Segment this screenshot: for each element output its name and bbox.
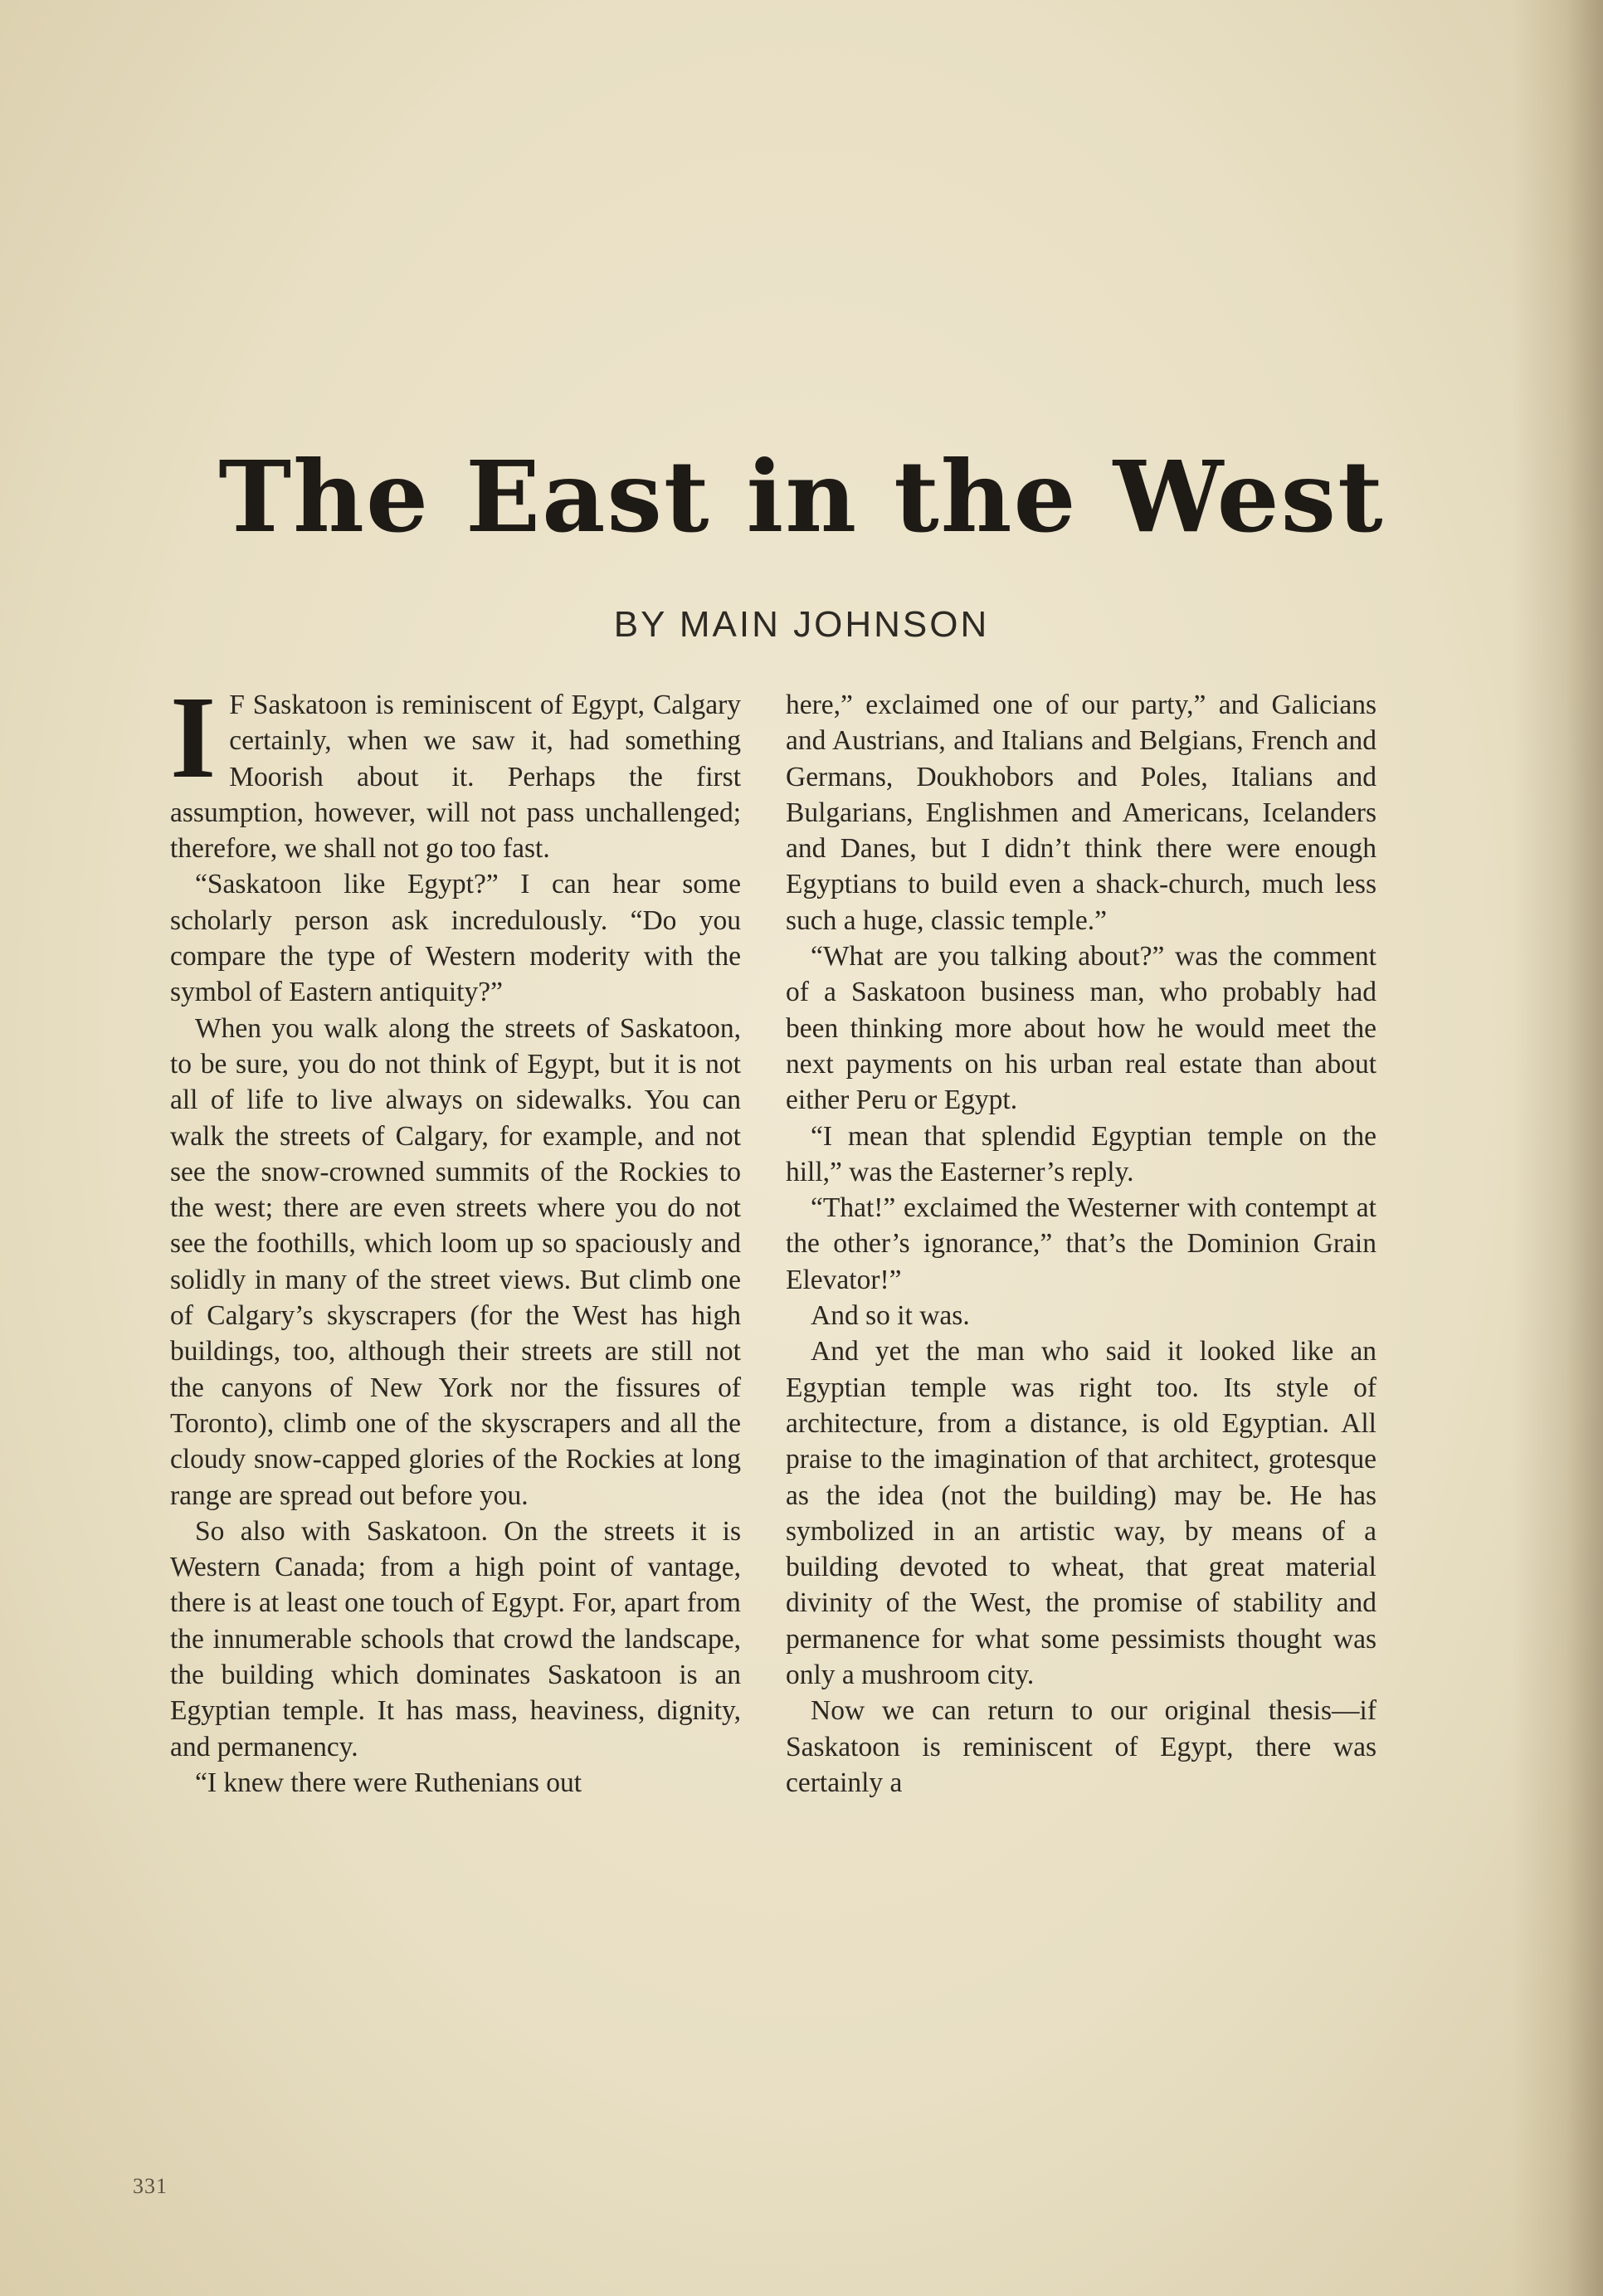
left-column [170,671,741,1801]
paragraph: And yet the man who said it looked like an Egyptian temple was right too. Its style of architecture, from a distance, is old Egyptian. All praise to the imagination of that architect, grotesque as the idea (not the building) may be. He has symbolized in an artistic way, by means of a building devoted to wheat, that great material divinity of the West, the promise of stability and permanence for what some pessimists thought was only a mushroom city. [786,1336,1376,1691]
paragraph: here,” exclaimed one of our party,” and Galicians and Austrians, and Italians and Belgians, French and Germans, Doukhobors and Poles, Italians and Bulgarians, Englishmen and Americans, Icelanders and Danes, but I didn’t think there were enough Egyptians to build even a shack-church, much less such a huge, classic temple.” [786,690,1376,936]
paragraph: So also with Saskatoon. On the streets it is Western Canada; from a high point of vantage, there is at least one touch of Egypt. For, apart from the innumerable schools that crowd the landscape, the building which dominates Saskatoon is an Egyptian temple. It has mass, heaviness, dignity, and permanency. [170,1515,741,1762]
paragraph: And so it was. [811,1300,970,1332]
article-title: The East in the West [218,439,1385,554]
article-byline: BY MAIN JOHNSON [613,604,990,645]
drop-cap: I [170,671,217,802]
paragraph: “What are you talking about?” was the comment of a Saskatoon business man, who probably had been thinking more about how he would meet the next payments on his urban real estate than about either Peru or Egypt. [786,941,1376,1116]
paragraph: “I mean that splendid Egyptian temple on the hill,” was the Easterner’s reply. [786,1120,1376,1187]
paragraph: Now we can return to our original thesis—if Saskatoon is reminiscent of Egypt, there was certainly a [786,1695,1376,1798]
paragraph-text: F Saskatoon is reminiscent of Egypt, Calgary certainly, when we saw it, had something Moorish about it. Perhaps the first assumption, however, will not pass unchallenged; therefore, we shall not go too fast. [170,690,741,865]
right-column [786,687,1376,1801]
paragraph: “I knew there were Ruthenians out [195,1767,582,1798]
page-gutter-shadow [1512,0,1603,2296]
page-number: 331 [133,2174,168,2198]
paragraph: When you walk along the streets of Saskatoon, to be sure, you do not think of Egypt, but it is not all of life to live always on sidewalks. You can walk the streets of Calgary, for example, and not see the snow-crowned summits of the Rockies to the west; there are even streets where you do not see the foothills, which loom up so spaciously and solidly in many of the street views. But climb one of Calgary’s skyscrapers (for the West has high buildings, too, although their streets are still not the canyons of New York nor the fissures of Toronto), climb one of the skyscrapers and all the cloudy snow-capped glories of the Rockies at long range are spread out before you. [170,1012,741,1511]
paragraph: “Saskatoon like Egypt?” I can hear some scholarly person ask incredulously. “Do you compare the type of Western moderity with the symbol of Eastern antiquity?” [170,869,741,1008]
paragraph: “That!” exclaimed the Westerner with contempt at the other’s ignorance,” that’s the Dominion Grain Elevator!” [786,1192,1376,1295]
paragraph [170,671,741,866]
